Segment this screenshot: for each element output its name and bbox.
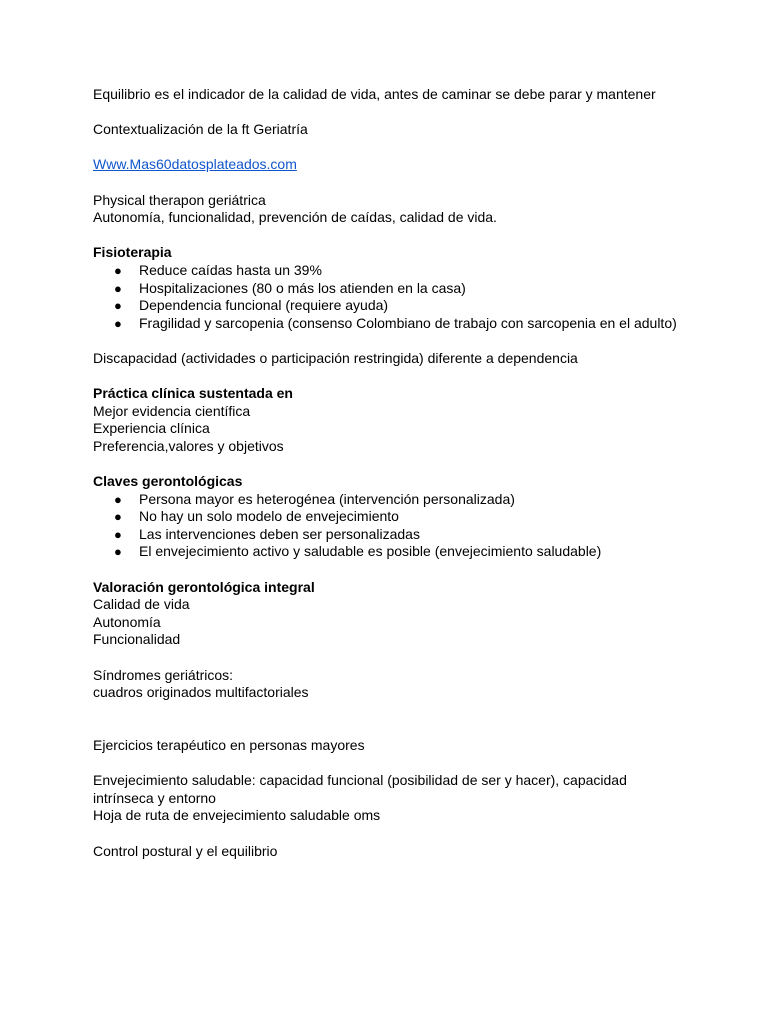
bullet-icon: ● — [114, 280, 122, 296]
list-item-text: Fragilidad y sarcopenia (consenso Colombiano de trabajo con sarcopenia en el adulto) — [139, 314, 677, 331]
bullet-icon: ● — [114, 262, 122, 278]
list-item-text: Dependencia funcional (requiere ayuda) — [139, 297, 389, 314]
practica-heading: Práctica clínica sustentada en — [93, 385, 293, 402]
list-item — [93, 491, 683, 509]
intro-line: Equilibrio es el indicador de la calidad de vida, antes de caminar se debe parar y mantener — [93, 86, 656, 102]
context-line: Contextualización de la ft Geriatría — [93, 121, 308, 138]
sindromes-title: Síndromes geriátricos: — [93, 666, 234, 683]
list-item-text: No hay un solo modelo de envejecimiento — [139, 508, 399, 525]
physical-description: Autonomía, funcionalidad, prevención de caídas, calidad de vida. — [93, 209, 497, 226]
envejecimiento-line: Envejecimiento saludable: capacidad funcional (posibilidad de ser y hacer), capacidad intrínseca y entorno — [93, 772, 627, 806]
valoracion-heading: Valoración gerontológica integral — [93, 578, 315, 595]
valoracion-line: Autonomía — [93, 613, 161, 630]
claves-list — [93, 491, 683, 561]
bullet-icon: ● — [114, 544, 122, 560]
document-body — [93, 86, 683, 860]
control-postural-line: Control postural y el equilibrio — [93, 842, 278, 859]
list-item — [93, 280, 683, 298]
valoracion-line: Funcionalidad — [93, 631, 181, 648]
bullet-icon: ● — [114, 509, 122, 525]
list-item — [93, 526, 683, 544]
practica-line: Experiencia clínica — [93, 420, 210, 437]
list-item-text: Reduce caídas hasta un 39% — [139, 261, 322, 278]
website-link[interactable]: Www.Mas60datosplateados.com — [93, 156, 297, 173]
bullet-icon: ● — [114, 491, 122, 507]
list-item — [93, 508, 683, 526]
valoracion-line: Calidad de vida — [93, 596, 190, 613]
discapacidad-line: Discapacidad (actividades o participación restringida) diferente a dependencia — [93, 349, 578, 366]
list-item — [93, 262, 683, 280]
list-item-text: Las intervenciones deben ser personalizadas — [139, 525, 420, 542]
bullet-icon: ● — [114, 315, 122, 331]
physical-title: Physical therapon geriátrica — [93, 191, 266, 208]
practica-line: Mejor evidencia científica — [93, 402, 251, 419]
fisioterapia-list — [93, 262, 683, 332]
list-item-text: Hospitalizaciones (80 o más los atienden en la casa) — [139, 279, 466, 296]
list-item-text: Persona mayor es heterogénea (intervención personalizada) — [139, 490, 515, 507]
list-item-text: El envejecimiento activo y saludable es posible (envejecimiento saludable) — [139, 543, 602, 560]
list-item — [93, 297, 683, 315]
list-item — [93, 543, 683, 561]
fisioterapia-heading: Fisioterapia — [93, 244, 172, 261]
web-link-line — [93, 156, 683, 174]
claves-heading: Claves gerontológicas — [93, 473, 243, 490]
ejercicios-line: Ejercicios terapéutico en personas mayores — [93, 736, 365, 753]
practica-line: Preferencia,valores y objetivos — [93, 437, 284, 454]
bullet-icon: ● — [114, 526, 122, 542]
list-item — [93, 315, 683, 333]
bullet-icon: ● — [114, 298, 122, 314]
hoja-de-ruta-line: Hoja de ruta de envejecimiento saludable oms — [93, 807, 381, 824]
sindromes-description: cuadros originados multifactoriales — [93, 684, 309, 701]
